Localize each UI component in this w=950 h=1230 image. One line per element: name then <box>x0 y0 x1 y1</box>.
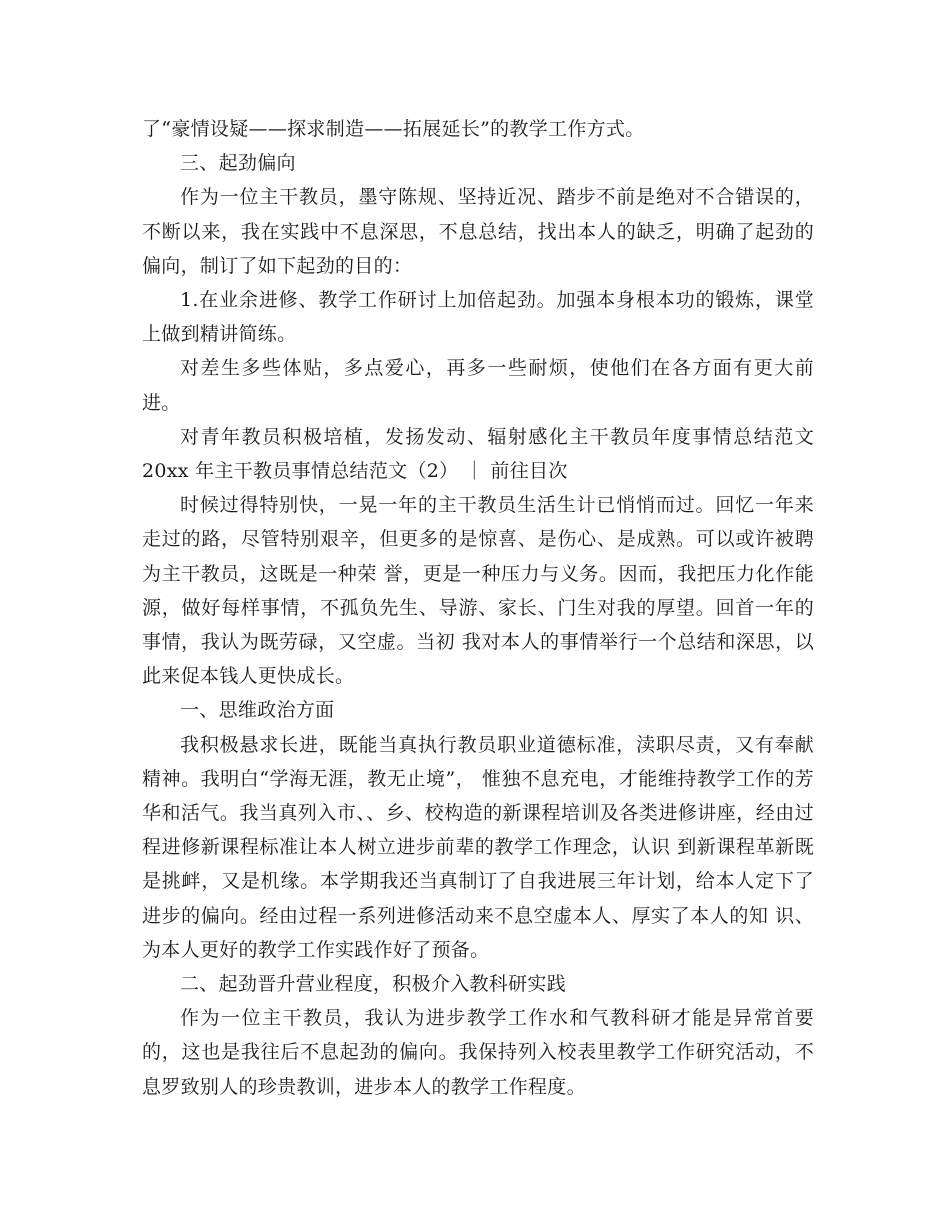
section-heading-2: 二、起劲晋升营业程度，积极介入教科研实践 <box>180 973 567 996</box>
section-heading-1: 一、思维政治方面 <box>180 699 335 722</box>
section-heading-3: 三、起劲偏向 <box>180 152 296 175</box>
paragraph: 作为一位主干教员，墨守陈规、坚持近况、踏步不前是绝对不合错误的，不断以来，我在实践中不息深思，不息总结，找出本人的缺乏，明确了起劲的偏向，制订了如下起劲的目的： <box>142 186 814 277</box>
numbered-item-1: 1.在业余进修、教学工作研讨上加倍起劲。加强本身根本功的锻炼，课堂上做到精讲简练。 <box>142 289 814 346</box>
paragraph: 作为一位主干教员，我认为进步教学工作水和气教科研才能是异常首要的，这也是我往后不息起劲的偏向。我保持列入校表里教学工作研究活动，不息罗致别人的珍贵教训，进步本人的教学工作程度。 <box>142 1007 814 1098</box>
document-body <box>142 112 814 1104</box>
paragraph: 对差生多些体贴，多点爱心，再多一些耐烦，使他们在各方面有更大前进。 <box>142 357 814 414</box>
paragraph: 对青年教员积极培植，发扬发动、辐射感化主干教员年度事情总结范文 20xx 年主干教员事情总结范文（2） ｜ 前往目次 <box>142 425 814 483</box>
paragraph: 时候过得特别快，一晃一年的主干教员生活生计已悄悄而过。回忆一年来走过的路，尽管特别艰辛，但更多的是惊喜、是伤心、是成熟。可以或许被聘为主干教员，这既是一种荣 誉，更是一种压力与义务。因而，我把压力化作能源，做好每样事情，不孤负先生、导游、家长、门生对我的厚望。回首一年的事情，我认为既劳碌，又空虚。当初 我对本人的事情举行一个总结和深思，以此来促本钱人更快成长。 <box>142 494 814 688</box>
paragraph: 我积极悬求长进，既能当真执行教员职业道德标准，渎职尽责，又有奉献精神。我明白“学海无涯，教无止境”， 惟独不息充电，才能维持教学工作的芳华和活气。我当真列入市、、乡、校构造的新课程培训及各类进修讲座，经由过程进修新课程标准让本人树立进步前辈的教学工作理念，认识 到新课程革新既是挑衅，又是机缘。本学期我还当真制订了自我进展三年计划，给本人定下了进步的偏向。经由过程一系列进修活动来不息空虚本人、厚实了本人的知 识、为本人更好的教学工作实践作好了预备。 <box>142 733 814 961</box>
paragraph-continuation: 了“豪情设疑——探求制造——拓展延长”的教学工作方式。 <box>142 118 645 140</box>
